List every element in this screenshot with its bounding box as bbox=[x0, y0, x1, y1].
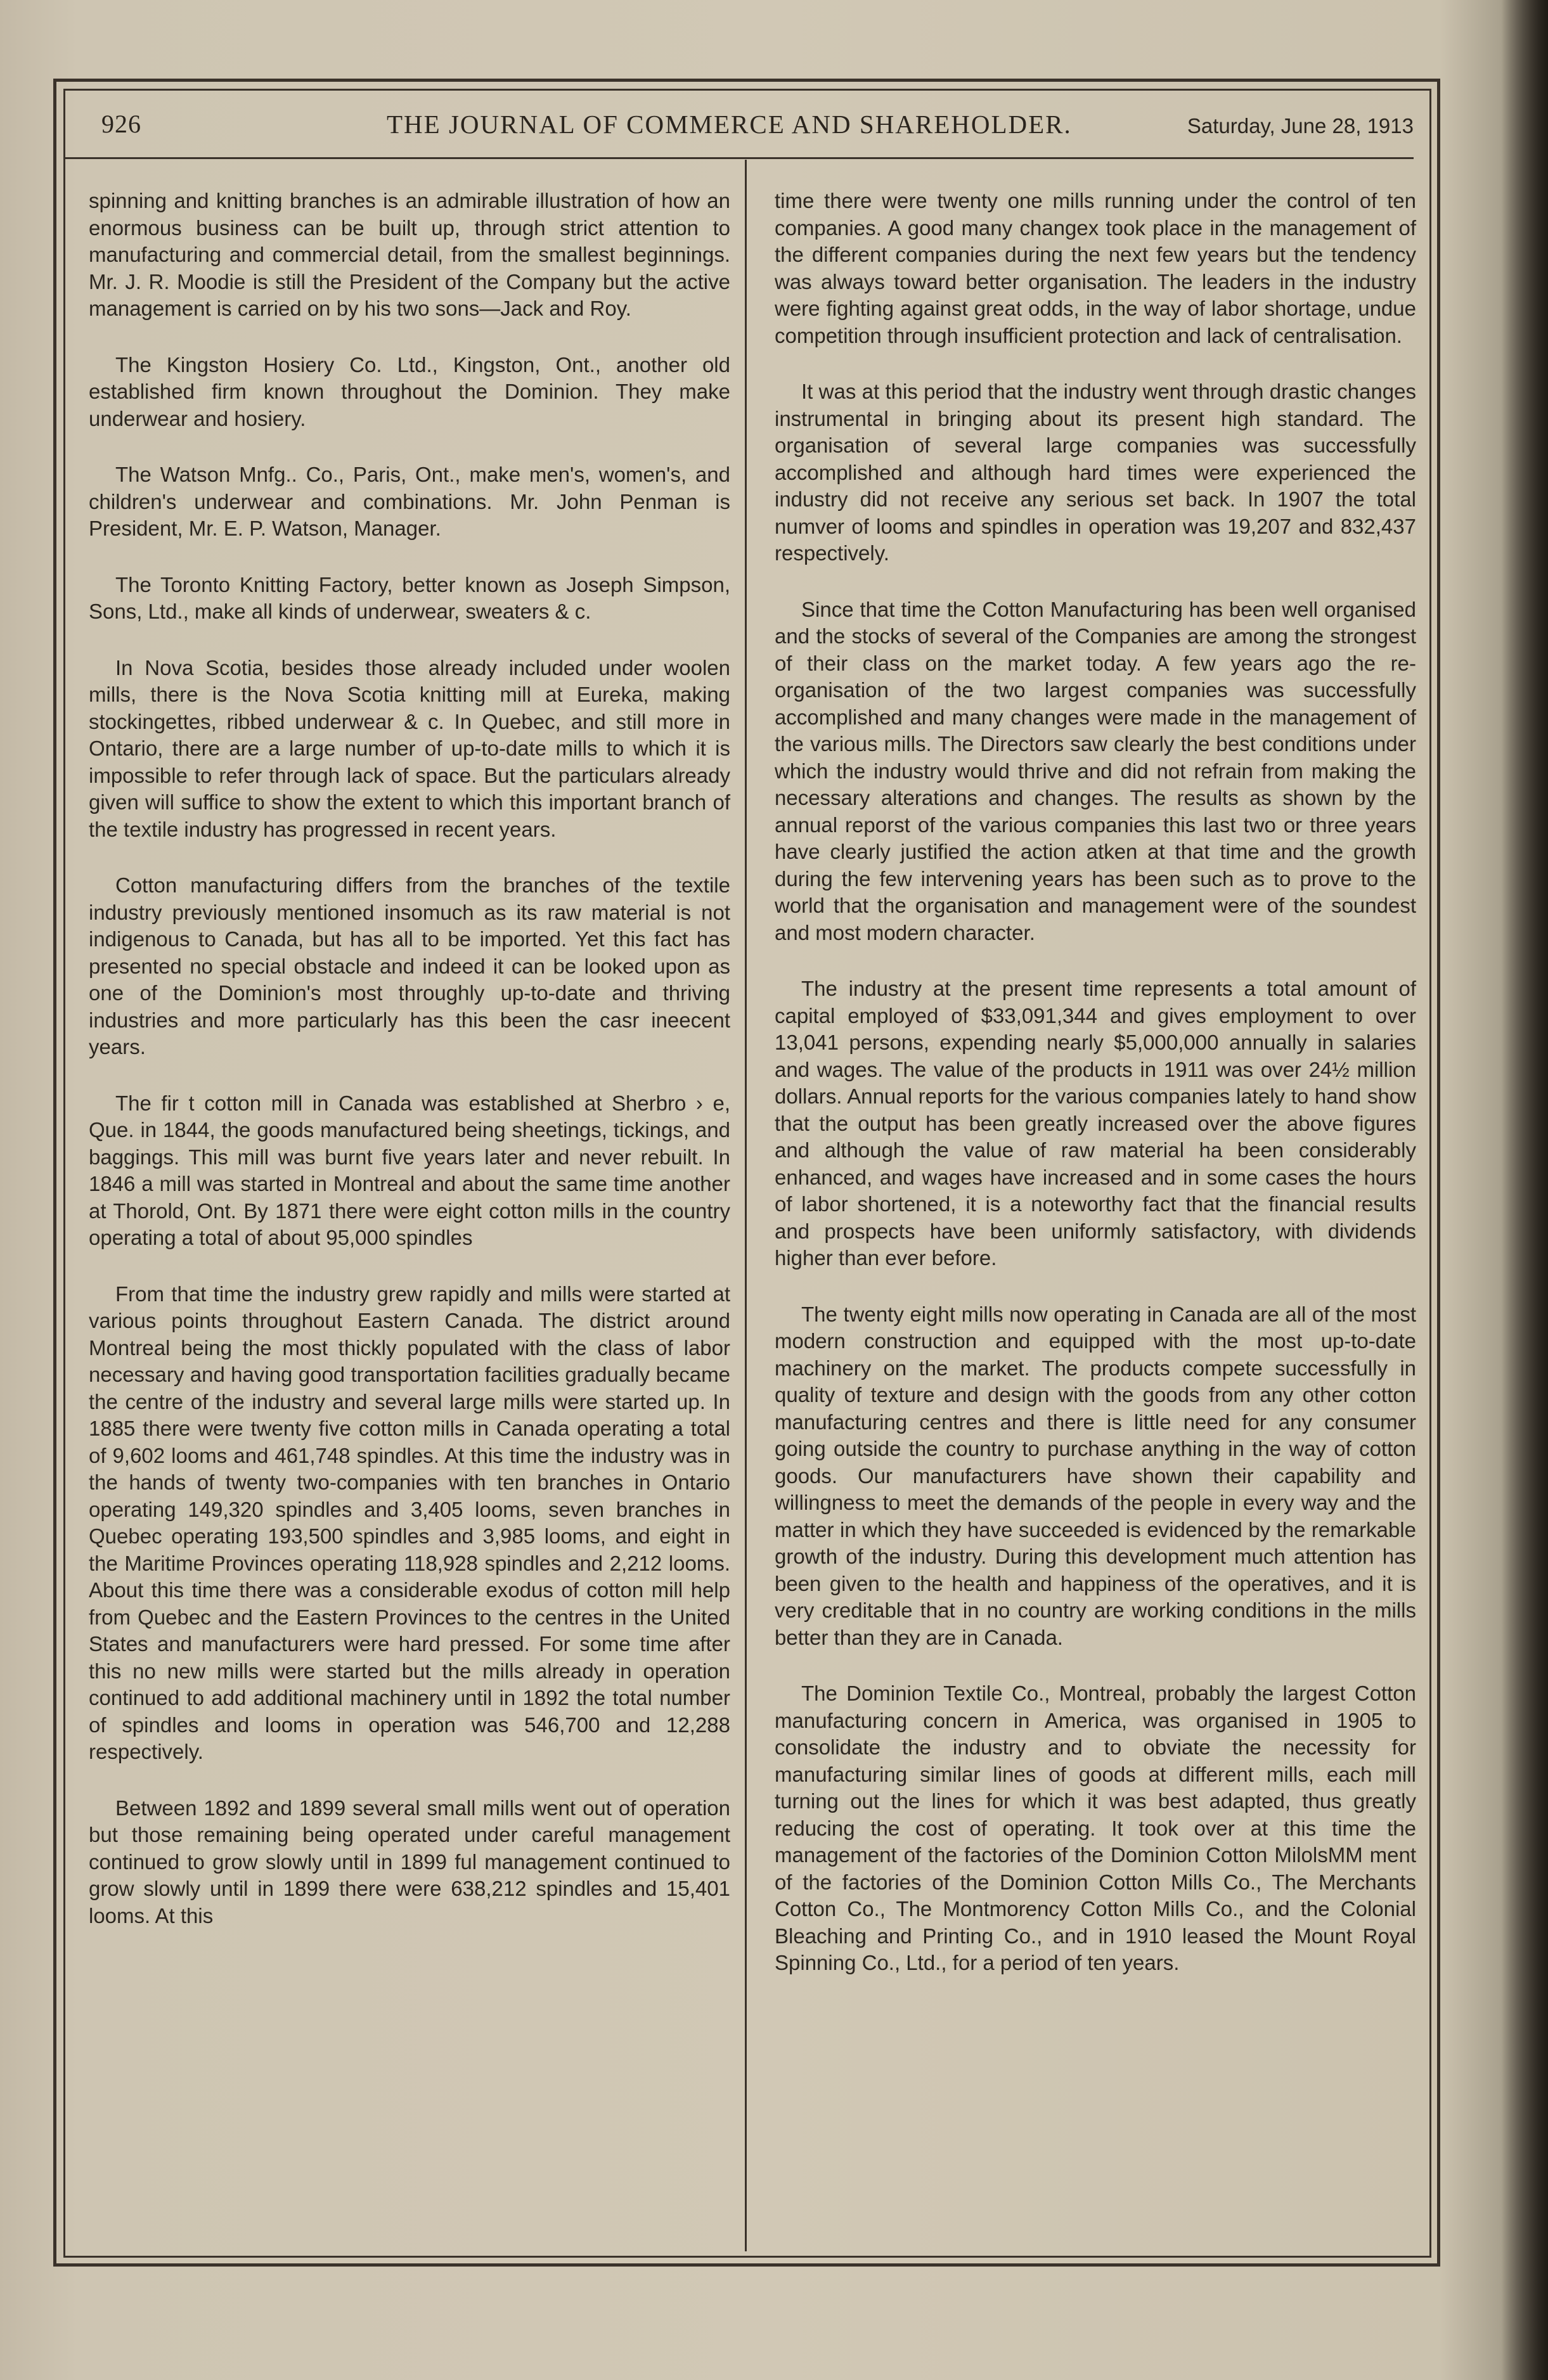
paragraph: It was at this period that the industry went through drastic changes instrumental in bringing about its present high standard. The organisation of several large companies was successfully accomplished and although hard times were experienced the industry did not receive any serious set back. In 1907 the total numver of looms and spindles in operation was 19,207 and 832,437 respectively. bbox=[775, 380, 1416, 565]
page-header bbox=[63, 89, 1431, 158]
journal-title: THE JOURNAL OF COMMERCE AND SHAREHOLDER. bbox=[387, 110, 1072, 139]
paragraph: time there were twenty one mills running under the control of ten companies. A good many changex took place in the management of the different companies during the next few years but the tendency was always toward better organisation. The leaders in the industry were fighting against great odds, in the way of labor shortage, undue competition through insufficient protection and lack of centralisation. bbox=[775, 189, 1416, 347]
page-number: 926 bbox=[101, 110, 141, 138]
right-column bbox=[775, 188, 1416, 1977]
paragraph: Cotton manufacturing differs from the branches of the textile industry previously mentioned insomuch as its raw material is not indigenous to Canada, but has all to be imported. Yet this fact has presented no special obstacle and indeed it can be looked upon as one of the Dominion's most throughly up-to-date and thriving industries and more particularly has this been the casr ineecent years. bbox=[89, 873, 730, 1058]
paragraph: spinning and knitting branches is an admirable illustration of how an enormous business can be built up, through strict attention to manufacturing and commercial detail, from the smallest beginnings. Mr. J. R. Moodie is still the President of the Company but the active management is carried on by his two sons—Jack and Roy. bbox=[89, 189, 730, 320]
column-divider bbox=[745, 160, 747, 2251]
page-edge-shadow bbox=[1501, 0, 1548, 2380]
paragraph: The Kingston Hosiery Co. Ltd., Kingston, Ont., another old established firm known throughout the Dominion. They make underwear and hosiery. bbox=[89, 352, 730, 430]
header-rule bbox=[63, 157, 1414, 159]
issue-date: Saturday, June 28, 1913 bbox=[1187, 114, 1414, 138]
paragraph: The Toronto Knitting Factory, better known as Joseph Simpson, Sons, Ltd., make all kinds of underwear, sweaters & c. bbox=[89, 572, 730, 623]
paragraph: The Dominion Textile Co., Montreal, probably the largest Cotton manufacturing concern in America, was organised in 1905 to consolidate the industry and to obviate the necessity for manufacturing similar lines of goods at different mills, each mill turning out the lines for which it was best adapted, thus greatly reducing the cost of operating. It took over at this time the management of the factories of the Dominion Cotton MilolsMM ment of the factories of the Dominion Cotton Mills Co., The Merchants Cotton Co., The Montmorency Cotton Mills Co., and the Colonial Bleaching and Printing Co., and in 1910 leased the Mount Royal Spinning Co., Ltd., for a period of ten years. bbox=[775, 1682, 1416, 1974]
left-column bbox=[89, 188, 730, 1929]
paragraph: The twenty eight mills now operating in Canada are all of the most modern construction and equipped with the most up-to-date machinery on the market. The products compete successfully in quality of texture and design with the goods from any other cotton manufacturing centres and there is little need for any consumer going outside the country to purchase anything in the way of cotton goods. Our manufacturers have shown their capability and willingness to meet the demands of the people in every way and the matter in which they have succeeded is evidenced by the remarkable growth of the industry. During this development much attention has been given to the health and happiness of the operatives, and it is very creditable that in no country are working conditions in the mills better than they are in Canada. bbox=[775, 1302, 1416, 1649]
paragraph: In Nova Scotia, besides those already included under woolen mills, there is the Nova Scotia knitting mill at Eureka, making stockingettes, ribbed underwear & c. In Quebec, and still more in Ontario, there are a large number of up-to-date mills to which it is impossible to refer through lack of space. But the particulars already given will suffice to show the extent to which this important branch of the textile industry has progressed in recent years. bbox=[89, 655, 730, 841]
paragraph: From that time the industry grew rapidly and mills were started at various points throughout Eastern Canada. The district around Montreal being the most thickly populated with the class of labor necessary and having good transportation facilities gradually became the centre of the industry and several large mills were started up. In 1885 there were twenty five cotton mills in Canada operating a total of 9,602 looms and 461,748 spindles. At this time the industry was in the hands of twenty two-companies with ten branches in Ontario operating 149,320 spindles and 3,405 looms, seven branches in Quebec operating 193,500 spindles and 3,985 looms, and eight in the Maritime Provinces operating 118,928 spindles and 2,212 looms. About this time there was a considerable exodus of cotton mill help from Quebec and the Eastern Provinces to the centres in the United States and manufacturers were hard pressed. For some time after this no new mills were started but the mills already in operation continued to add additional machinery until in 1892 the total number of spindles and looms in operation was 546,700 and 12,288 respectively. bbox=[89, 1282, 730, 1763]
paragraph: Since that time the Cotton Manufacturing has been well organised and the stocks of several of the Companies are among the strongest of their class on the market today. A few years ago the re-organisation of the two largest companies was successfully accomplished and many changes were made in the management of the various mills. The Directors saw clearly the best conditions under which the industry would thrive and did not refrain from making the necessary alterations and changes. The results as shown by the annual reporst of the various companies this last two or three years have clearly justified the action atken at that time and the growth during the few intervening years has been such as to prove to the world that the organisation and management were of the soundest and most modern character. bbox=[775, 597, 1416, 944]
paragraph: The Watson Mnfg.. Co., Paris, Ont., make men's, women's, and children's underwear and combinations. Mr. John Penman is President, Mr. E. P. Watson, Manager. bbox=[89, 463, 730, 540]
paragraph: The industry at the present time represents a total amount of capital employed of $33,091,344 and gives employment to over 13,041 persons, expending nearly $5,000,000 annually in salaries and wages. The value of the products in 1911 was over 24½ million dollars. Annual reports for the various companies lately to hand show that the output has been greatly increased over the above figures and although the value of raw material ha been considerably enhanced, and wages have increased and in some cases the hours of labor shortened, it is a noteworthy fact that the financial results and prospects have been uniformly satisfactory, with dividends higher than ever before. bbox=[775, 977, 1416, 1270]
paragraph: Between 1892 and 1899 several small mills went out of operation but those remaining being operated under careful management continued to grow slowly until in 1899 ful management continued to grow slowly until in 1899 there were 638,212 spindles and 15,401 looms. At this bbox=[89, 1796, 730, 1927]
paragraph: The fir t cotton mill in Canada was established at Sherbro › e, Que. in 1844, the goods manufactured being sheetings, tickings, and baggings. This mill was burnt five years later and never rebuilt. In 1846 a mill was started in Montreal and about the same time another at Thorold, Ont. By 1871 there were eight cotton mills in the country operating a total of about 95,000 spindles bbox=[89, 1091, 730, 1249]
